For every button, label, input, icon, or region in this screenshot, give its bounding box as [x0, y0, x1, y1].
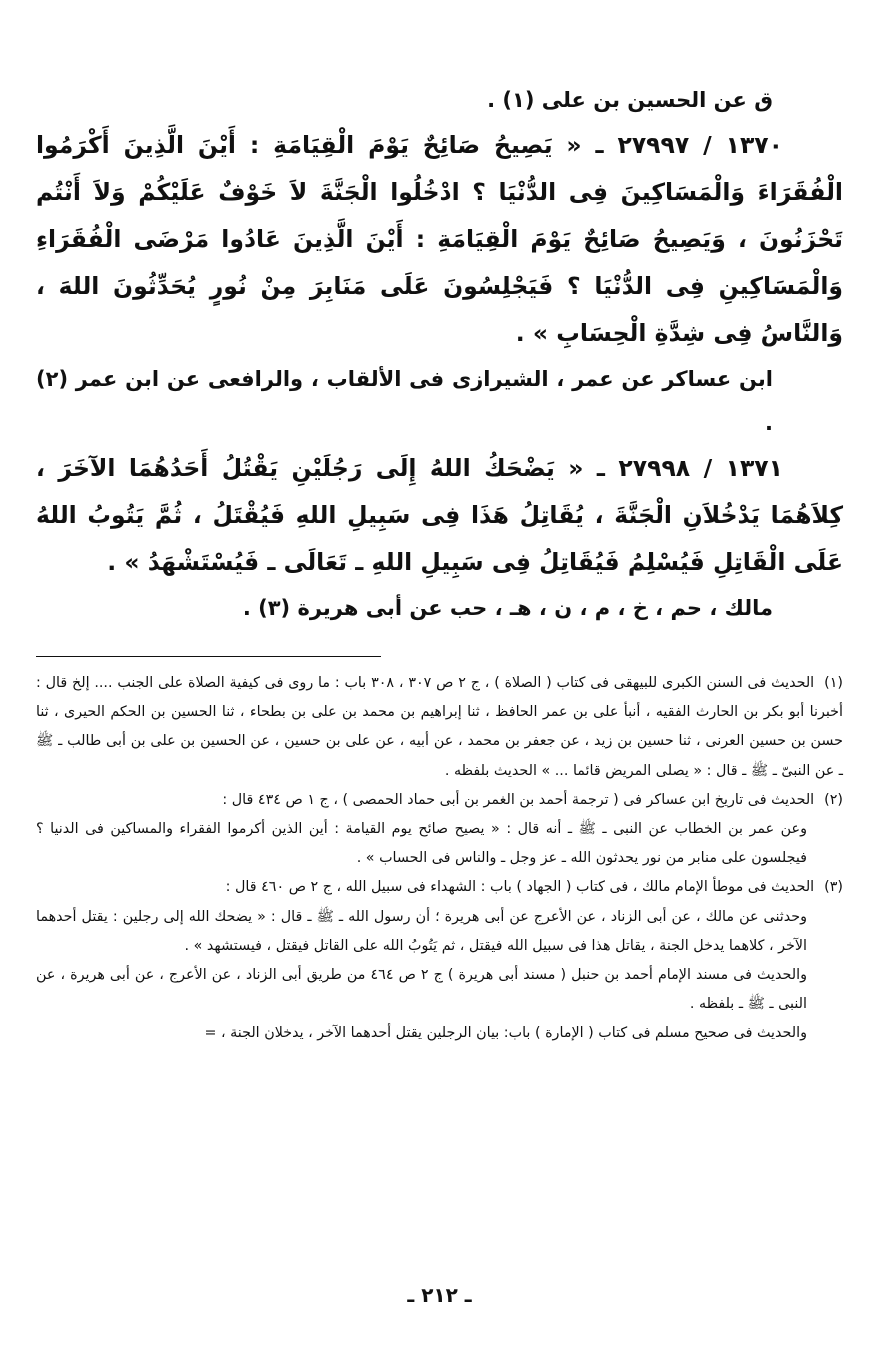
footnote-1-number: (١)	[824, 675, 843, 691]
main-text	[36, 78, 843, 630]
page-number: ـ ٢١٢ ـ	[407, 1283, 472, 1307]
footnote-3-text: الحديث فى موطأ الإمام مالك ، فى كتاب ( الجهاد ) باب : الشهداء فى سبيل الله ، ج ٢ ص ٤٦٠ قال :	[225, 879, 815, 896]
footnote-3-number: (٣)	[824, 879, 843, 896]
footnote-2-continuation: وعن عمر بن الخطاب عن النبى ـ ﷺ ـ أنه قال : « يصيح صائح يوم القيامة : أين الذين أكرموا الفقراء والمساكين فى الدنيا ؟ فيجلسون على منابر من نور يحدثون الله ـ عز وجل ـ والناس فى الحساب » .	[36, 821, 807, 867]
footnote-3-continuation: وحدثنى عن مالك ، عن أبى الزناد ، عن الأعرج عن أبى هريرة ؛ أن رسول الله ـ ﷺ ـ قال : « يضحك الله إلى رجلين : يقتل أحدهما الآخر ، كلاهما يدخل الجنة ، يقاتل هذا فى سبيل الله فيقتل ، ثم يَتُوبُ الله على القاتل فيقتل ، فيستشهد » .	[36, 908, 807, 954]
footnote-3	[36, 873, 843, 902]
footnote-2	[36, 786, 843, 815]
page-content	[36, 78, 843, 1049]
footnote-divider	[36, 656, 381, 657]
footnote-2-number: (٢)	[824, 791, 843, 808]
source-line-2: ابن عساكر عن عمر ، الشيرازى فى الألقاب ، والرافعى عن ابن عمر (٢) .	[36, 367, 773, 435]
footnote-3-musnad: والحديث فى مسند الإمام أحمد بن حنبل ( مسند أبى هريرة ) ج ٢ ص ٤٦٤ من طريق أبى الزناد ، عن الأعرج ، عن أبى هريرة ، عن النبى ـ ﷺ ـ بلفظه .	[36, 967, 808, 1013]
footnote-1-text: الحديث فى السنن الكبرى للبيهقى فى كتاب ( الصلاة ) ، ج ٢ ص ٣٠٧ ، ٣٠٨ باب : ما روى فى كيفية الصلاة على الجنب .... إلخ قال : أخبرنا أبو بكر بن الحارث الفقيه ، أنبأ على بن عمر الحافظ ، ثنا إبراهيم بن محمد بن على بن بطحاء ، ثنا الحسين بن الحكم الحيرى ، ثنا حسن بن حسين العرنى ، ثنا حسين بن زيد ، عن جعفر بن محمد ، عن أبيه ، عن على بن حسين ، عن الحسين بن على بن أبى طالب ـ ﷺ ـ عن النبىّ ـ ﷺ ـ قال : « يصلى المريض قائما ... » الحديث بلفظه .	[36, 675, 843, 779]
source-line-3: مالك ، حم ، خ ، م ، ن ، هـ ، حب عن أبى هريرة (٣) .	[242, 596, 773, 620]
footnote-1	[36, 669, 843, 786]
footnote-3-muslim: والحديث فى صحيح مسلم فى كتاب ( الإمارة ) باب: بيان الرجلين يقتل أحدهما الآخر ، يدخلان الجنة ، =	[204, 1025, 807, 1042]
hadith-1371: ١٣٧١ / ٢٧٩٩٨ ـ « يَضْحَكُ اللهُ إِلَى رَجُلَيْنِ يَقْتُلُ أَحَدُهُمَا الآخَرَ ، كِلاَهُمَا يَدْخُلاَنِ الْجَنَّةَ ، يُقَاتِلُ هَذَا فِى سَبِيلِ اللهِ فَيُقْتَلُ ، ثُمَّ يَتُوبُ اللهُ عَلَى الْقَاتِلِ فَيُسْلِمُ فَيُقَاتِلُ فِى سَبِيلِ اللهِ ـ تَعَالَى ـ فَيُسْتَشْهَدُ » .	[36, 454, 843, 576]
footnote-2-text: الحديث فى تاريخ ابن عساكر فى ( ترجمة أحمد بن الغمر بن أبى حماد الحمصى ) ، ج ١ ص ٤٣٤ قال :	[222, 791, 815, 808]
source-line-1: ق عن الحسين بن على (١) .	[487, 88, 773, 112]
hadith-1370: ١٣٧٠ / ٢٧٩٩٧ ـ « يَصِيحُ صَائِحٌ يَوْمَ الْقِيَامَةِ : أَيْنَ الَّذِينَ أَكْرَمُوا الْفُقَرَاءَ وَالْمَسَاكِينَ فِى الدُّنْيَا ؟ ادْخُلُوا الْجَنَّةَ لاَ خَوْفٌ عَلَيْكُمْ وَلاَ أَنْتُم تَحْزَنُونَ ، وَيَصِيحُ صَائِحٌ يَوْمَ الْقِيَامَةِ : أَيْنَ الَّذِينَ عَادُوا مَرْضَى الْفُقَرَاءِ وَالْمَسَاكِينِ فِى الدُّنْيَا ؟ فَيَجْلِسُونَ عَلَى مَنَابِرَ مِنْ نُورٍ يُحَدِّثُونَ اللهَ ، وَالنَّاسُ فِى شِدَّةِ الْحِسَابِ » .	[36, 131, 843, 347]
footnotes	[36, 669, 843, 1049]
